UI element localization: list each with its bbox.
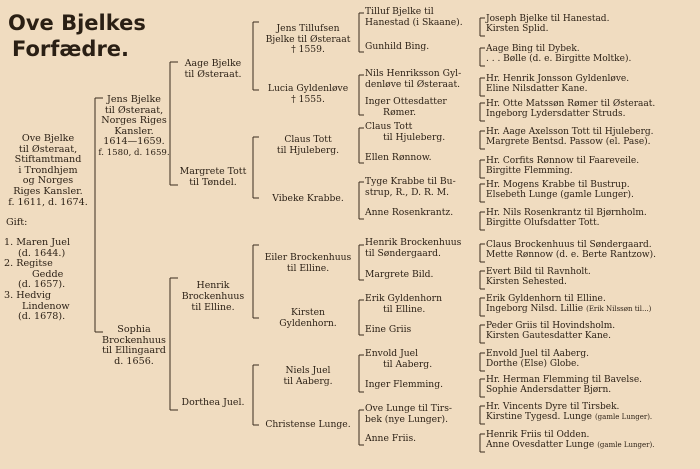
gen5-name: Kirsten Gautesdatter Kane. [486, 331, 611, 342]
grandparent-4: Dorthea Juel. [181, 397, 245, 408]
gen5-ancestor-pair [486, 127, 654, 147]
gen4-line: Eine Griis [365, 324, 412, 335]
grandparent-3: Henrik Brockenhuus til Elline. [181, 280, 245, 313]
gen5-line [486, 294, 651, 304]
gen5-name: Kirstine Tygesd. Lunge [486, 412, 592, 423]
parent-father: Jens Bjelke til Østeraat, Norges Riges Kansler. 1614—1659. f. 1580, d. 1659. [98, 94, 170, 158]
gen5-line [486, 74, 629, 84]
gen5-line [486, 375, 642, 385]
grandparent-2: Margrete Tott til Tøndel. [179, 166, 247, 188]
greatgrandparent-7: Niels Juel til Aaberg. [283, 365, 333, 387]
gen5-line [486, 127, 654, 137]
gen5-ancestor-pair [486, 430, 654, 450]
gen5-line [486, 349, 589, 359]
subject-person [2, 134, 94, 208]
gen5-name: Dorthe (Else) Globe. [486, 359, 580, 370]
gen5-name: Sophie Andersdatter Bjørn. [486, 385, 612, 396]
gen5-ancestor-pair [486, 375, 642, 395]
gen5-line [486, 385, 642, 395]
gen5-name: Hr. Henrik Jonsson Gyldenløve. [486, 74, 630, 84]
gen5-name: Ingeborg Nilsd. Lillie [486, 304, 584, 315]
subject-line: Stiftamtmand [14, 154, 82, 166]
gen5-line [486, 277, 591, 287]
gen5-line [486, 24, 609, 34]
subject-line: i Trondhjem [18, 164, 78, 176]
gen4-ancestor [365, 122, 445, 143]
gen5-line [486, 14, 609, 24]
gen5-line [486, 54, 631, 64]
greatgrandparent-4: Vibeke Krabbe. [272, 193, 344, 204]
gen4-line: Anne Friis. [365, 433, 417, 444]
gen5-name: Kirsten Splid. [486, 24, 549, 35]
gen4-ancestor [365, 325, 411, 336]
greatgrandparent-8: Christense Lunge. [265, 419, 351, 430]
gen4-ancestor [365, 69, 461, 90]
greatgrandparent-5: Eiler Brockenhuus til Elline. [264, 252, 352, 274]
gen5-line [486, 109, 655, 119]
gen5-name: Hr. Vincents Dyre til Tirsbek. [486, 402, 620, 412]
title-line-1: Ove Bjelkes [8, 11, 146, 35]
gen5-line [486, 304, 651, 314]
gen4-line: Ove Lunge til Tirs- [365, 403, 453, 414]
gen5-line [486, 250, 656, 260]
gen4-ancestor [365, 7, 463, 28]
gen5-name: Birgitte Olufsdatter Tott. [486, 218, 600, 229]
gen5-name: Envold Juel til Aaberg. [486, 349, 589, 359]
gen5-ancestor-pair [486, 267, 591, 287]
gen5-line [486, 430, 654, 440]
gen5-line [486, 218, 647, 228]
gen5-line [486, 402, 652, 412]
gen5-line [486, 84, 629, 94]
gen5-name: Margrete Bentsd. Passow (el. Pase). [486, 137, 651, 148]
gen5-name: Elsebeth Lunge (gamle Lunger). [486, 190, 634, 201]
gen4-line: Erik Gyldenhorn [365, 293, 442, 304]
gen5-name: Hr. Herman Flemming til Bavelse. [486, 375, 643, 385]
gen5-name: Aage Bing til Dybek. [486, 44, 580, 54]
gen4-line: Envold Juel [365, 348, 419, 359]
gen5-ancestor-pair [486, 321, 615, 341]
gen5-line [486, 180, 634, 190]
title-line-2: Forfædre. [12, 37, 130, 61]
gen4-line: denløve til Østeraat. [365, 78, 461, 90]
gen5-name: Anne Ovesdatter Lunge [486, 440, 595, 451]
gen5-line [486, 240, 656, 250]
gen5-ancestor-pair [486, 349, 589, 369]
gen5-name: Joseph Bjelke til Hanestad. [486, 14, 610, 24]
gen4-ancestor [365, 349, 432, 370]
gen4-line: strup, R., D. R. M. [365, 186, 450, 198]
marriage-detail: Gedde [32, 268, 64, 280]
marriage-detail: (d. 1657). [18, 279, 66, 291]
gen5-name: Erik Gyldenhorn til Elline. [486, 294, 606, 304]
gen5-line [486, 190, 634, 200]
gen5-note: (gamle Lunger). [597, 441, 655, 450]
gen5-name: Henrik Friis til Odden. [486, 430, 590, 440]
gen4-line: Nils Henriksson Gyl- [365, 68, 462, 79]
gen5-name: . . . Bølle (d. e. Birgitte Moltke). [486, 54, 632, 65]
gen5-ancestor-pair [486, 208, 647, 228]
gen5-line [486, 412, 652, 422]
gen5-ancestor-pair [486, 44, 631, 64]
gen5-line [486, 99, 655, 109]
gen4-ancestor [365, 434, 416, 445]
gen4-ancestor [365, 380, 443, 391]
gen5-name: Birgitte Flemming. [486, 166, 573, 177]
gen5-name: Peder Griis til Hovindsholm. [486, 321, 616, 331]
gen5-ancestor-pair [486, 156, 639, 176]
subject-line: og Norges [22, 175, 74, 187]
gen5-line [486, 166, 639, 176]
gen5-line [486, 44, 631, 54]
gen4-line: Anne Rosenkrantz. [365, 207, 454, 218]
gen5-name: Hr. Aage Axelsson Tott til Hjuleberg. [486, 127, 654, 137]
gen5-name: Claus Brockenhuus til Søndergaard. [486, 240, 652, 250]
marriage-item: 1. Maren Juel [4, 237, 71, 248]
gen5-note: (Erik Nilssøn til...) [586, 305, 652, 314]
gen5-line [486, 359, 589, 369]
gen4-ancestor [365, 404, 452, 425]
gen5-ancestor-pair [486, 180, 634, 200]
gen4-line: Margrete Bild. [365, 269, 434, 280]
gen5-line [486, 440, 654, 450]
gen5-line [486, 331, 615, 341]
gen5-ancestor-pair [486, 74, 629, 94]
marriage-item: 2. Regitse [4, 258, 53, 270]
page-title [8, 10, 146, 62]
greatgrandparent-2: Lucia Gyldenløve † 1555. [267, 83, 349, 105]
gen5-note: (gamle Lunger). [594, 413, 653, 422]
gen5-line [486, 156, 639, 166]
gen4-line: til Elline. [383, 303, 426, 315]
gen4-line: Tilluf Bjelke til [365, 6, 434, 17]
gen4-line: Henrik Brockenhuus [365, 237, 462, 248]
greatgrandparent-6: Kirsten Gyldenhorn. [279, 307, 337, 329]
gen4-line: Rømer. [383, 106, 417, 118]
greatgrandparent-1: Jens Tillufsen Bjelke til Østeraat † 1559. [265, 23, 351, 55]
gen4-ancestor [365, 177, 456, 198]
gen5-ancestor-pair [486, 240, 656, 260]
gen5-name: Kirsten Sehested. [486, 277, 567, 288]
gen4-line: Tyge Krabbe til Bu- [365, 176, 456, 187]
gen4-line: Gunhild Bing. [365, 41, 430, 52]
gen4-ancestor [365, 153, 432, 164]
subject-line: Ove Bjelke [21, 133, 75, 144]
gen4-line: Inger Flemming. [365, 379, 444, 390]
gen5-name: Mette Rønnow (d. e. Berte Rantzow). [486, 250, 656, 261]
gen4-ancestor [365, 208, 453, 219]
gen4-line: til Aaberg. [383, 358, 433, 370]
gen5-ancestor-pair [486, 294, 651, 314]
gen5-name: Evert Bild til Ravnholt. [486, 267, 591, 277]
gen5-line [486, 208, 647, 218]
gen4-ancestor [365, 270, 433, 281]
gen4-ancestor [365, 294, 442, 315]
gen5-ancestor-pair [486, 14, 609, 34]
parent-mother: Sophia Brockenhuus til Ellingaard d. 1656. [102, 324, 166, 367]
gen5-name: Hr. Nils Rosenkrantz til Bjørnholm. [486, 208, 647, 218]
gen4-line: bek (nye Lunger). [365, 413, 449, 425]
gen4-line: Ellen Rønnow. [365, 152, 432, 163]
marriage-detail: (d. 1678). [18, 311, 66, 323]
gen4-ancestor [365, 97, 447, 118]
gift-label: Gift: [6, 217, 28, 228]
gen5-ancestor-pair [486, 99, 655, 119]
marriage-list [4, 238, 92, 323]
gen4-line: til Hjuleberg. [383, 131, 446, 143]
marriage-detail: (d. 1644.) [18, 247, 66, 259]
greatgrandparent-3: Claus Tott til Hjuleberg. [276, 134, 340, 156]
marriage-item: 3. Hedvig [4, 289, 52, 301]
gen5-name: Hr. Mogens Krabbe til Bustrup. [486, 180, 630, 190]
marriage-detail: Lindenow [22, 300, 70, 312]
gen5-ancestor-pair [486, 402, 652, 422]
gen4-line: Claus Tott [365, 121, 413, 132]
gen5-name: Ingeborg Lydersdatter Struds. [486, 109, 626, 120]
subject-line: Riges Kansler. [13, 185, 83, 197]
gen5-line [486, 267, 591, 277]
gen4-line: Inger Ottesdatter [365, 96, 447, 107]
gen5-name: Hr. Corfits Rønnow til Faareveile. [486, 156, 640, 166]
gen4-line: Hanestad (i Skaane). [365, 16, 463, 28]
gen4-ancestor [365, 238, 461, 259]
subject-line: til Østeraat, [18, 143, 78, 155]
gen5-line [486, 137, 654, 147]
grandparent-1: Aage Bjelke til Østeraat. [184, 58, 242, 80]
gen4-ancestor [365, 42, 429, 53]
gen5-line [486, 321, 615, 331]
gen5-name: Eline Nilsdatter Kane. [486, 84, 588, 95]
gen5-name: Hr. Otte Matssøn Rømer til Østeraat. [486, 99, 656, 109]
gen4-line: til Søndergaard. [365, 247, 441, 259]
subject-line: f. 1611, d. 1674. [8, 196, 88, 208]
